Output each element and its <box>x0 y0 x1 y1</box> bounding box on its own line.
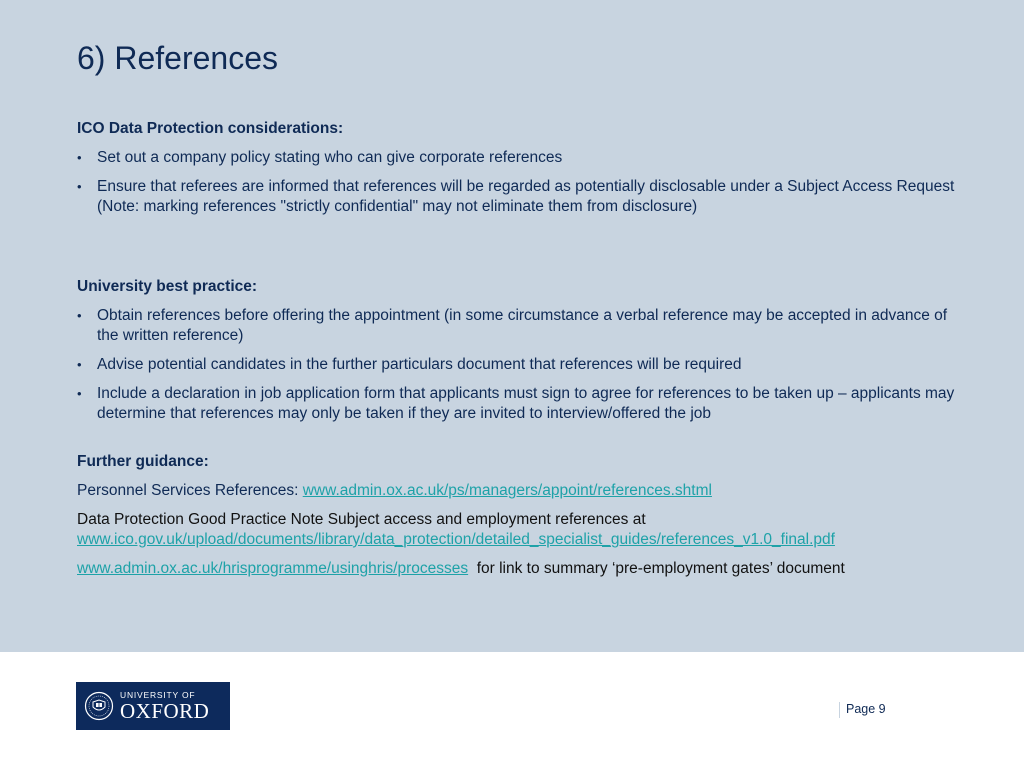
list-item: • Set out a company policy stating who can give corporate references <box>77 148 957 168</box>
slide-body <box>77 119 957 588</box>
logo-text <box>120 690 209 722</box>
list-item: • Ensure that referees are informed that references will be regarded as potentially disclosable under a Subject Access Request (Note: marking references "strictly confidential" may not eliminate them from disclosure) <box>77 177 957 217</box>
ico-bullet-list <box>77 148 957 217</box>
data-protection-text: Data Protection Good Practice Note Subject access and employment references at <box>77 511 646 528</box>
personnel-label: Personnel Services References: <box>77 482 303 499</box>
page-divider <box>839 702 840 718</box>
university-heading: University best practice: <box>77 278 258 295</box>
personnel-references-line <box>77 481 957 501</box>
ico-references-link[interactable]: www.ico.gov.uk/upload/documents/library/data_protection/detailed_specialist_guides/references_v1.0_final.pdf <box>77 531 835 548</box>
page-title: 6) References <box>77 40 278 76</box>
data-protection-line <box>77 510 957 550</box>
university-bullet-list <box>77 306 957 424</box>
oxford-logo <box>76 682 230 730</box>
ico-heading: ICO Data Protection considerations: <box>77 120 344 137</box>
list-item: • Advise potential candidates in the further particulars document that references will be required <box>77 355 957 375</box>
guidance-heading: Further guidance: <box>77 453 209 470</box>
hris-processes-link[interactable]: www.admin.ox.ac.uk/hrisprogramme/usinghris/processes <box>77 560 469 577</box>
page-number: Page 9 <box>846 702 886 716</box>
oxford-crest-icon <box>84 691 114 721</box>
personnel-references-link[interactable]: www.admin.ox.ac.uk/ps/managers/appoint/references.shtml <box>302 482 712 499</box>
list-item: • Obtain references before offering the appointment (in some circumstance a verbal reference may be accepted in advance of the written reference) <box>77 306 957 346</box>
logo-oxford: OXFORD <box>120 699 210 723</box>
logo-university-of: UNIVERSITY OF <box>120 690 196 700</box>
list-item: • Include a declaration in job application form that applicants must sign to agree for references to be taken up – applicants may determine that references may only be taken if they are invited to interview/offered the job <box>77 384 957 424</box>
hris-text: for link to summary ‘pre-employment gates’ document <box>468 560 845 577</box>
hris-line <box>77 559 957 579</box>
